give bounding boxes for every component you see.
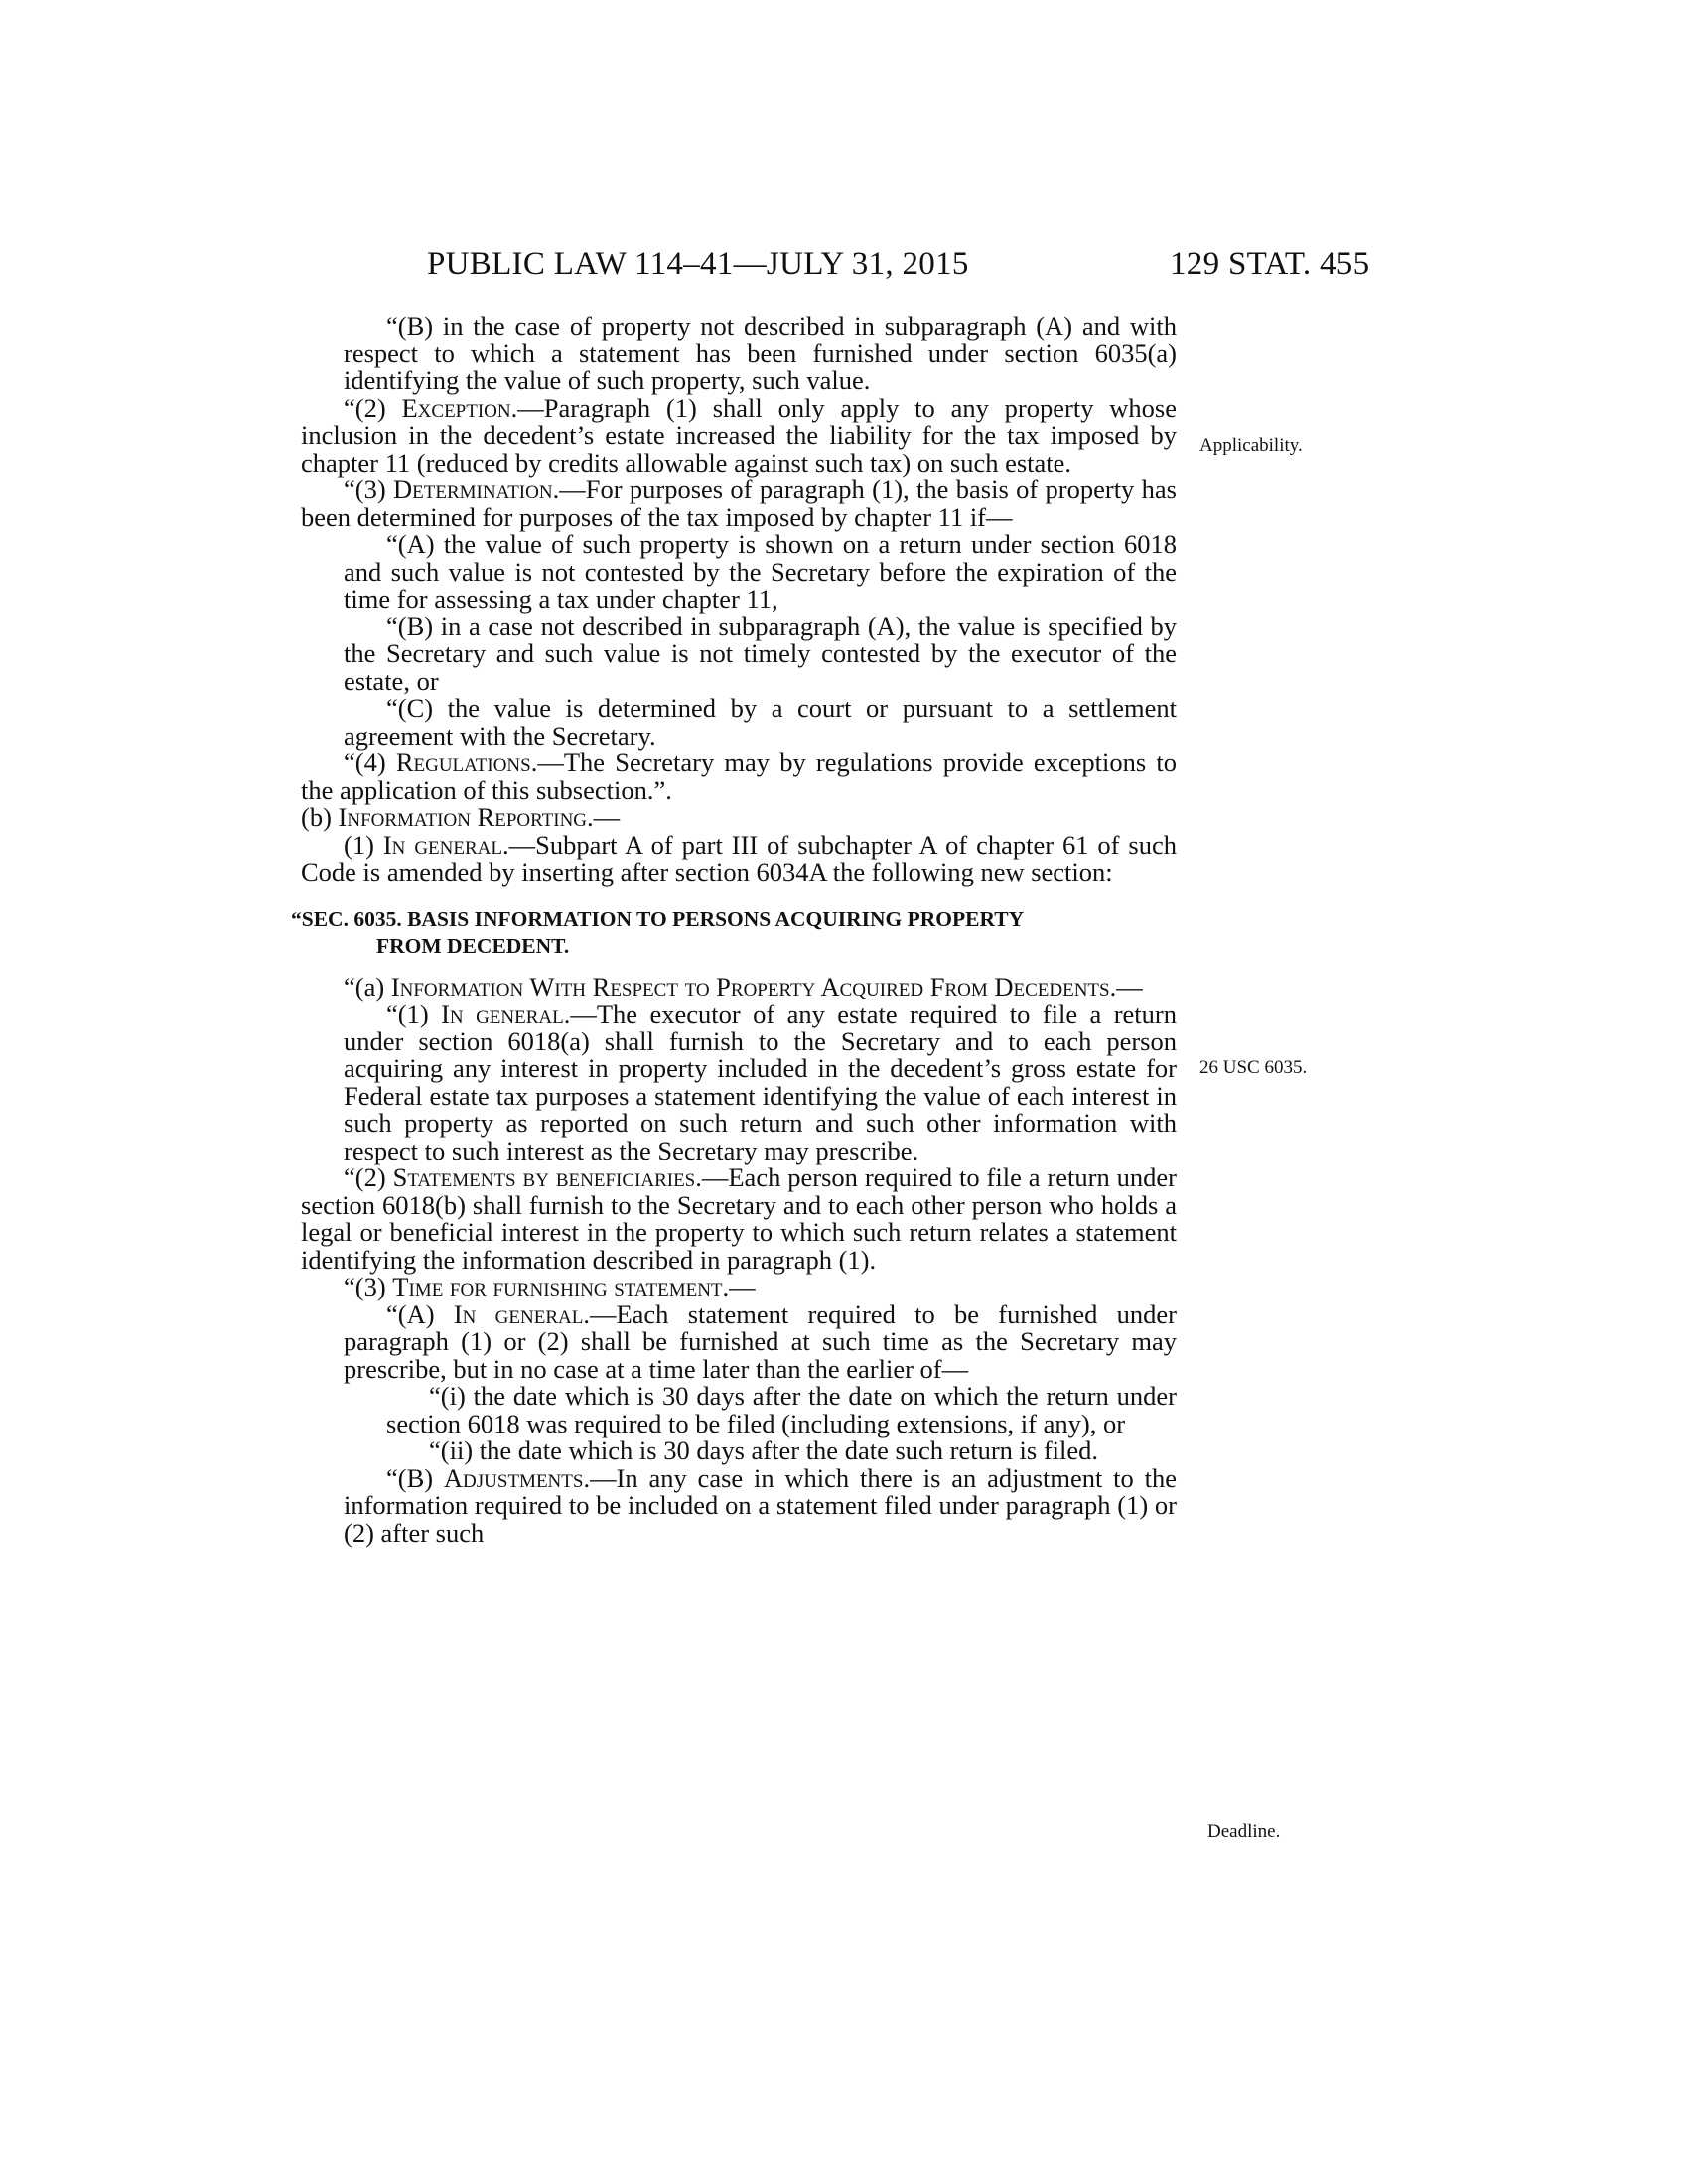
document-body (291, 311, 1178, 1548)
margin-note-deadline: Deadline. (1207, 1821, 1281, 1842)
heading-exception: Exception (401, 392, 511, 423)
paragraph-regulations: “(4) Regulations.—The Secretary may by regulations provide exceptions to the application of this subsection.”. (301, 748, 1177, 805)
section-heading-line-2: FROM DECEDENT. (376, 933, 570, 958)
heading-determination: Determination (393, 475, 553, 504)
paragraph-a1-in-general: “(1) In general.—The executor of any estate required to file a return under section 6018(a) shall furnish to the Secretary and to each person acquiring any interest in property included in the decedent’s gross estate for Federal estate tax purposes a statement identifying the value of each interest in such property as reported on such return and such other information with respect to such interest as the Secretary may prescribe. (344, 999, 1177, 1165)
paragraph-determination-b: “(B) in a case not described in subparagraph (A), the value is specified by the Secretary and such value is not timely contested by the executor of the estate, or (344, 611, 1177, 696)
clause-i: “(i) the date which is 30 days after the date on which the return under section 6018 was required to be filed (including extensions, if any), or (386, 1381, 1177, 1438)
subsection-b-information-reporting: (b) Information Reporting.— (301, 802, 621, 832)
margin-note-applicability: Applicability. (1199, 435, 1303, 456)
paragraph-3a-in-general: “(A) In general.—Each statement required to be furnished under paragraph (1) or (2) shall be furnished at such time as the Secretary may prescribe, but in no case at a time later than the earlier of— (344, 1298, 1177, 1384)
subsection-a-information: “(a) Information With Respect to Property Acquired From Decedents.— (344, 971, 1143, 1002)
section-6035-heading (291, 906, 1177, 960)
paragraph-time-for-furnishing: “(3) Time for furnishing statement.— (344, 1272, 756, 1301)
heading-regulations: Regulations (395, 748, 531, 777)
paragraph-determination-c: “(C) the value is determined by a court or pursuant to a settlement agreement with the Secretary. (344, 693, 1177, 751)
paragraph-determination-a: “(A) the value of such property is shown on a return under section 6018 and such value is not contested by the Secretary before the expiration of the time for assessing a tax under chapter 11, (344, 529, 1177, 614)
paragraph-a1-b: “(B) in the case of property not described in subparagraph (A) and with respect to which a statement has been furnished under section 6035(a) identifying the value of such property, such value. (344, 311, 1177, 395)
heading-in-general-3: In general (453, 1298, 584, 1329)
heading-statements-by-beneficiaries: Statements by beneficiaries (392, 1162, 696, 1192)
heading-information-with-respect: Information With Respect to Property Acquired From Decedents (390, 971, 1110, 1002)
paragraph-determination: “(3) Determination.—For purposes of paragraph (1), the basis of property has been determined for purposes of the tax imposed by chapter 11 if— (301, 475, 1177, 532)
section-heading-line-1: “SEC. 6035. BASIS INFORMATION TO PERSONS ACQUIRING PROPERTY (291, 906, 1025, 931)
paragraph-3b-adjustments: “(B) Adjustments.—In any case in which there is an adjustment to the information required to be included on a statement filed under paragraph (1) or (2) after such (344, 1462, 1177, 1548)
page-reference: 129 STAT. 455 (1170, 246, 1370, 282)
margin-note-usc-citation: 26 USC 6035. (1199, 1057, 1308, 1078)
heading-time-for-furnishing: Time for furnishing statement (392, 1272, 723, 1301)
running-header-title: PUBLIC LAW 114–41—JULY 31, 2015 (427, 246, 969, 282)
heading-information-reporting: Information Reporting (338, 802, 588, 832)
paragraph-statements-by-beneficiaries: “(2) Statements by beneficiaries.—Each person required to file a return under section 6018(b) shall furnish to the Secretary and to each other person who holds a legal or beneficial interest in the property to which such return relates a statement identifying the information described in paragraph (1). (301, 1162, 1177, 1275)
heading-in-general: In general (382, 829, 502, 860)
paragraph-exception: “(2) Exception.—Paragraph (1) shall only apply to any property whose inclusion in the decedent’s estate increased the liability for the tax imposed by chapter 11 (reduced by credits allowable against such tax) on such estate. (301, 392, 1177, 478)
heading-in-general-2: In general (441, 999, 564, 1028)
paragraph-b1-in-general: (1) In general.—Subpart A of part III of subchapter A of chapter 61 of such Code is amended by inserting after section 6034A the following new section: (301, 829, 1178, 887)
clause-ii: “(ii) the date which is 30 days after the date such return is filed. (429, 1435, 1099, 1465)
heading-adjustments: Adjustments (443, 1462, 584, 1493)
